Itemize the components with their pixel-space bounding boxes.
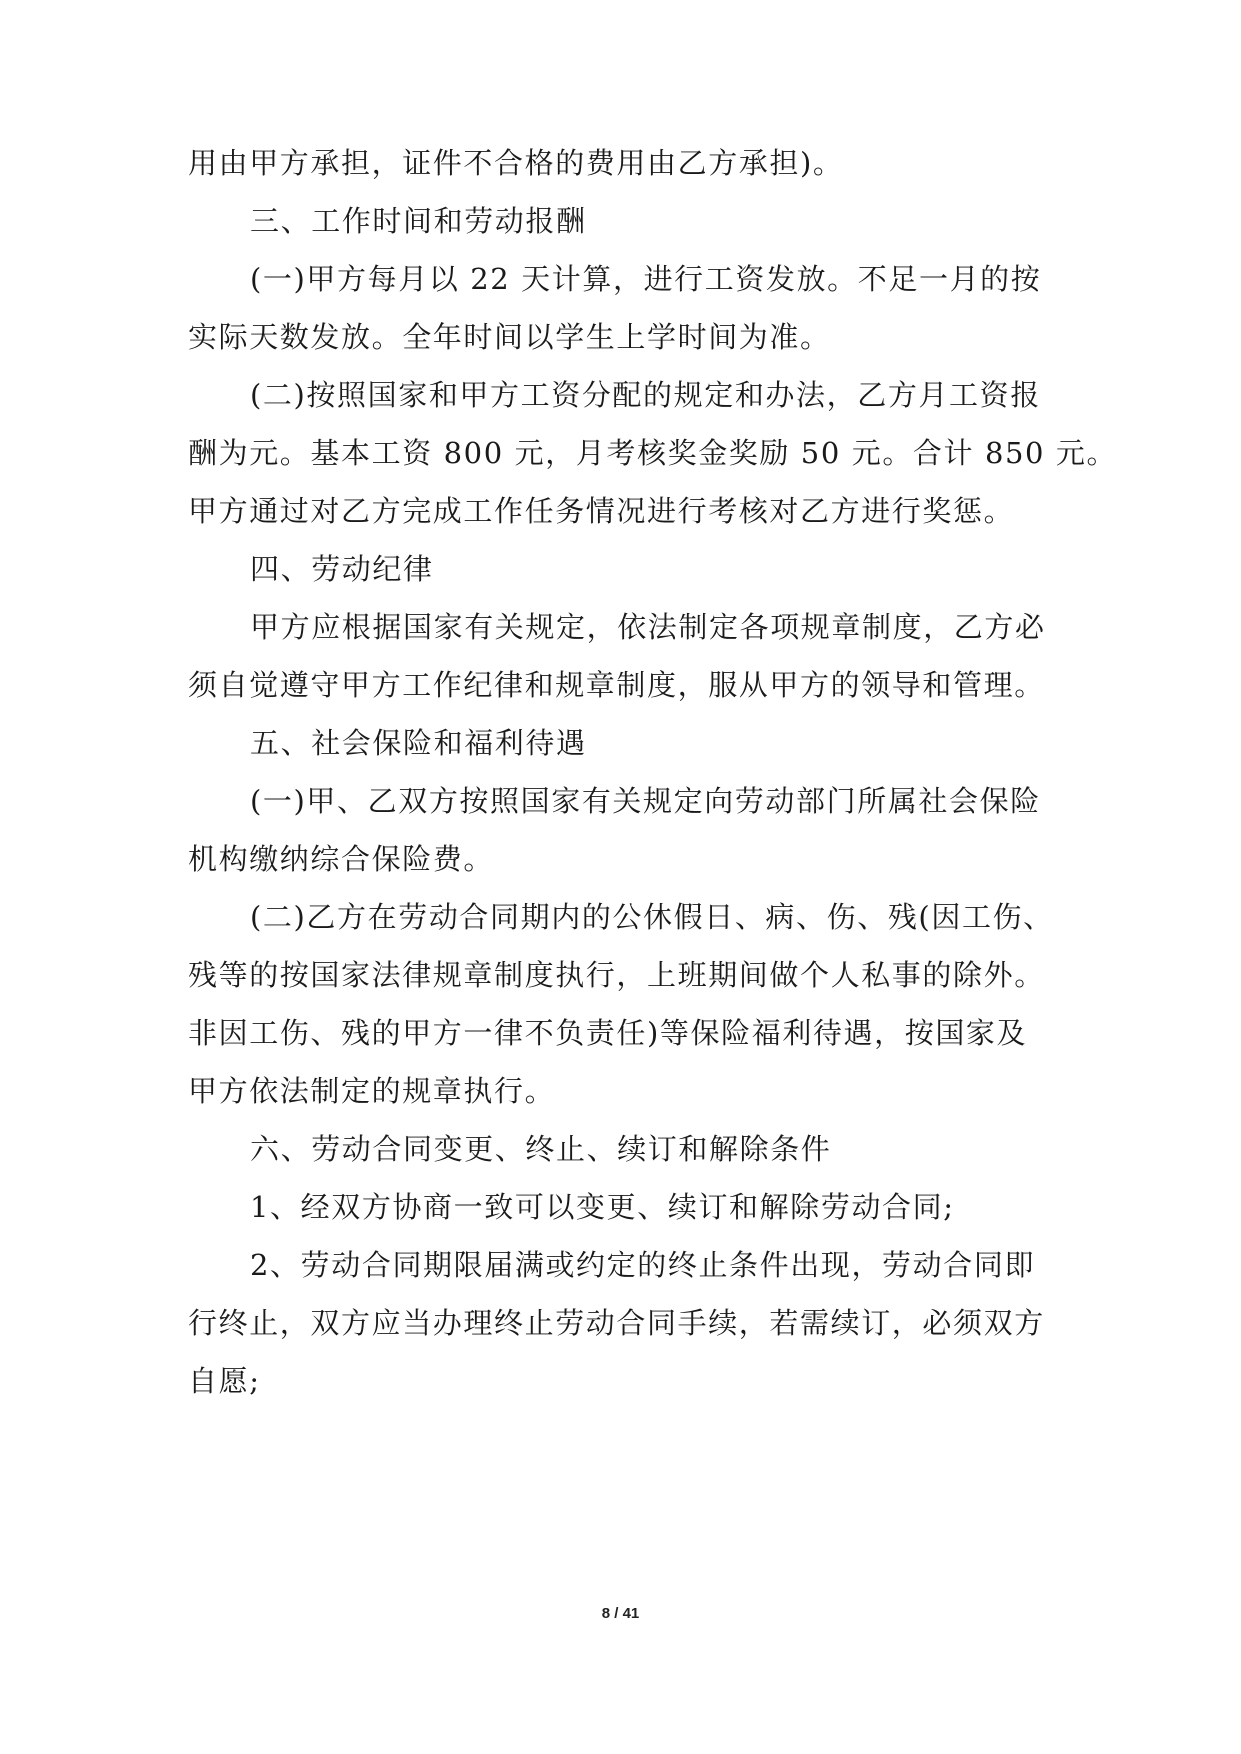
text-line-10: 须自觉遵守甲方工作纪律和规章制度，服从甲方的领导和管理。 bbox=[188, 668, 1045, 702]
section-heading-5: 五、社会保险和福利待遇 bbox=[250, 726, 587, 760]
text-line-1: 用由甲方承担，证件不合格的费用由乙方承担)。 bbox=[188, 146, 844, 180]
text-line-15: 残等的按国家法律规章制度执行，上班期间做个人私事的除外。 bbox=[188, 958, 1045, 992]
text-line-14: (二)乙方在劳动合同期内的公休假日、病、伤、残(因工伤、 bbox=[250, 900, 1054, 934]
text-line-21: 行终止，双方应当办理终止劳动合同手续，若需续订，必须双方 bbox=[188, 1306, 1045, 1340]
section-heading-4: 四、劳动纪律 bbox=[250, 552, 434, 586]
page-number: 8 / 41 bbox=[601, 1605, 640, 1622]
text-line-13: 机构缴纳综合保险费。 bbox=[188, 842, 495, 876]
text-line-12: (一)甲、乙双方按照国家有关规定向劳动部门所属社会保险 bbox=[250, 784, 1041, 818]
text-line-19: 1、经双方协商一致可以变更、续订和解除劳动合同; bbox=[250, 1190, 955, 1224]
text-line-17: 甲方依法制定的规章执行。 bbox=[188, 1074, 556, 1108]
text-line-16: 非因工伤、残的甲方一律不负责任)等保险福利待遇，按国家及 bbox=[188, 1016, 1028, 1050]
section-heading-6: 六、劳动合同变更、终止、续订和解除条件 bbox=[250, 1132, 832, 1166]
text-line-7: 甲方通过对乙方完成工作任务情况进行考核对乙方进行奖惩。 bbox=[188, 494, 1015, 528]
text-line-20: 2、劳动合同期限届满或约定的终止条件出现，劳动合同即 bbox=[250, 1248, 1036, 1282]
text-line-22: 自愿; bbox=[188, 1364, 261, 1398]
section-heading-3: 三、工作时间和劳动报酬 bbox=[250, 204, 587, 238]
text-line-6: 酬为元。基本工资 800 元，月考核奖金奖励 50 元。合计 850 元。 bbox=[188, 436, 1118, 470]
text-line-3: (一)甲方每月以 22 天计算，进行工资发放。不足一月的按 bbox=[250, 262, 1042, 296]
text-line-5: (二)按照国家和甲方工资分配的规定和办法，乙方月工资报 bbox=[250, 378, 1041, 412]
text-line-9: 甲方应根据国家有关规定，依法制定各项规章制度，乙方必 bbox=[250, 610, 1046, 644]
text-line-4: 实际天数发放。全年时间以学生上学时间为准。 bbox=[188, 320, 831, 354]
